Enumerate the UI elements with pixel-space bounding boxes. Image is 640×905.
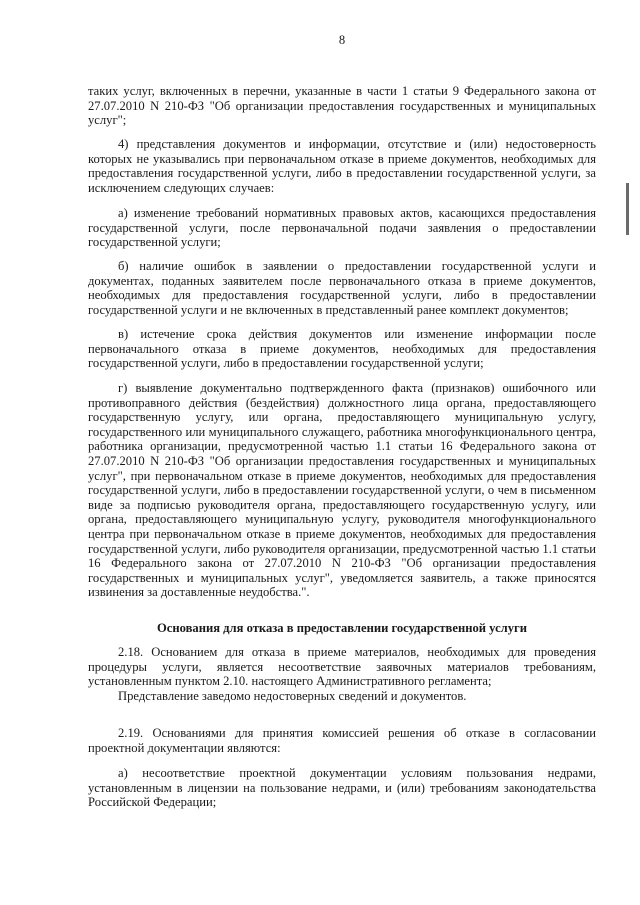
section-heading: Основания для отказа в предоставлении государственной услуги xyxy=(156,621,528,635)
scan-edge-mark xyxy=(626,183,629,235)
paragraph-subitem-a: а) изменение требований нормативных правовых актов, касающихся предоставления государственной услуги, после первоначальной подачи заявления о предоставлении государственной услуги; xyxy=(88,206,596,250)
paragraph-2-18-continued: Представление заведомо недостоверных сведений и документов. xyxy=(118,689,467,703)
paragraph-2-19: 2.19. Основаниями для принятия комиссией решения об отказе в согласовании проектной документации являются: xyxy=(88,726,596,755)
paragraph-item-4: 4) представления документов и информации, отсутствие и (или) недостоверность которых не указывались при первоначальном отказе в приеме документов, необходимых для предоставления государственной услуги, либо в предоставлении государственной услуги, за исключением следующих случаев: xyxy=(88,137,596,195)
paragraph-subitem-g: г) выявление документально подтвержденного факта (признаков) ошибочного или противоправного действия (бездействия) должностного лица органа, предоставляющего государственную услугу, или органа, предоставляющего муниципальную услугу, государственного или муниципального служащего, работника многофункционального центра, работника организации, предусмотренной частью 1.1 статьи 16 Федерального закона от 27.07.2010 N 210-ФЗ "Об организации предоставления государственных и муниципальных услуг", при первоначальном отказе в приеме документов, необходимых для предоставления государственной услуги, либо в предоставлении государственной услуги, о чем в письменном виде за подписью руководителя органа, предоставляющего государственную услугу, или органа, предоставляющего муниципальную услугу, руководителя многофункционального центра при первоначальном отказе в приеме документов, необходимых для предоставления государственной услуги, либо руководителя организации, предусмотренной частью 1.1 статьи 16 Федерального закона от 27.07.2010 N 210-ФЗ "Об организации предоставления государственных и муниципальных услуг", уведомляется заявитель, а также приносятся извинения за доставленные неудобства.". xyxy=(88,381,596,600)
paragraph-subitem-v: в) истечение срока действия документов или изменение информации после первоначального отказа в приеме документов, необходимых для предоставления государственной услуги, либо в предоставлении государственной услуги; xyxy=(88,327,596,371)
paragraph-continuation: таких услуг, включенных в перечни, указанные в части 1 статьи 9 Федерального закона от 27.07.2010 N 210-ФЗ "Об организации предоставления государственных и муниципальных услуг"; xyxy=(88,84,596,128)
page-number: 8 xyxy=(338,33,346,47)
paragraph-2-19-subitem-a: а) несоответствие проектной документации условиям пользования недрами, установленным в лицензии на пользование недрами, и (или) требованиям законодательства Российской Федерации; xyxy=(88,766,596,810)
paragraph-2-18: 2.18. Основанием для отказа в приеме материалов, необходимых для проведения процедуры услуги, является несоответствие заявочных материалов требованиям, установленным пунктом 2.10. настоящего Административного регламента; xyxy=(88,645,596,689)
paragraph-subitem-b: б) наличие ошибок в заявлении о предоставлении государственной услуги и документах, поданных заявителем после первоначального отказа в приеме документов, необходимых для предоставления государственной услуги, либо в предоставлении государственной услуги и не включенных в представленный ранее комплект документов; xyxy=(88,259,596,317)
